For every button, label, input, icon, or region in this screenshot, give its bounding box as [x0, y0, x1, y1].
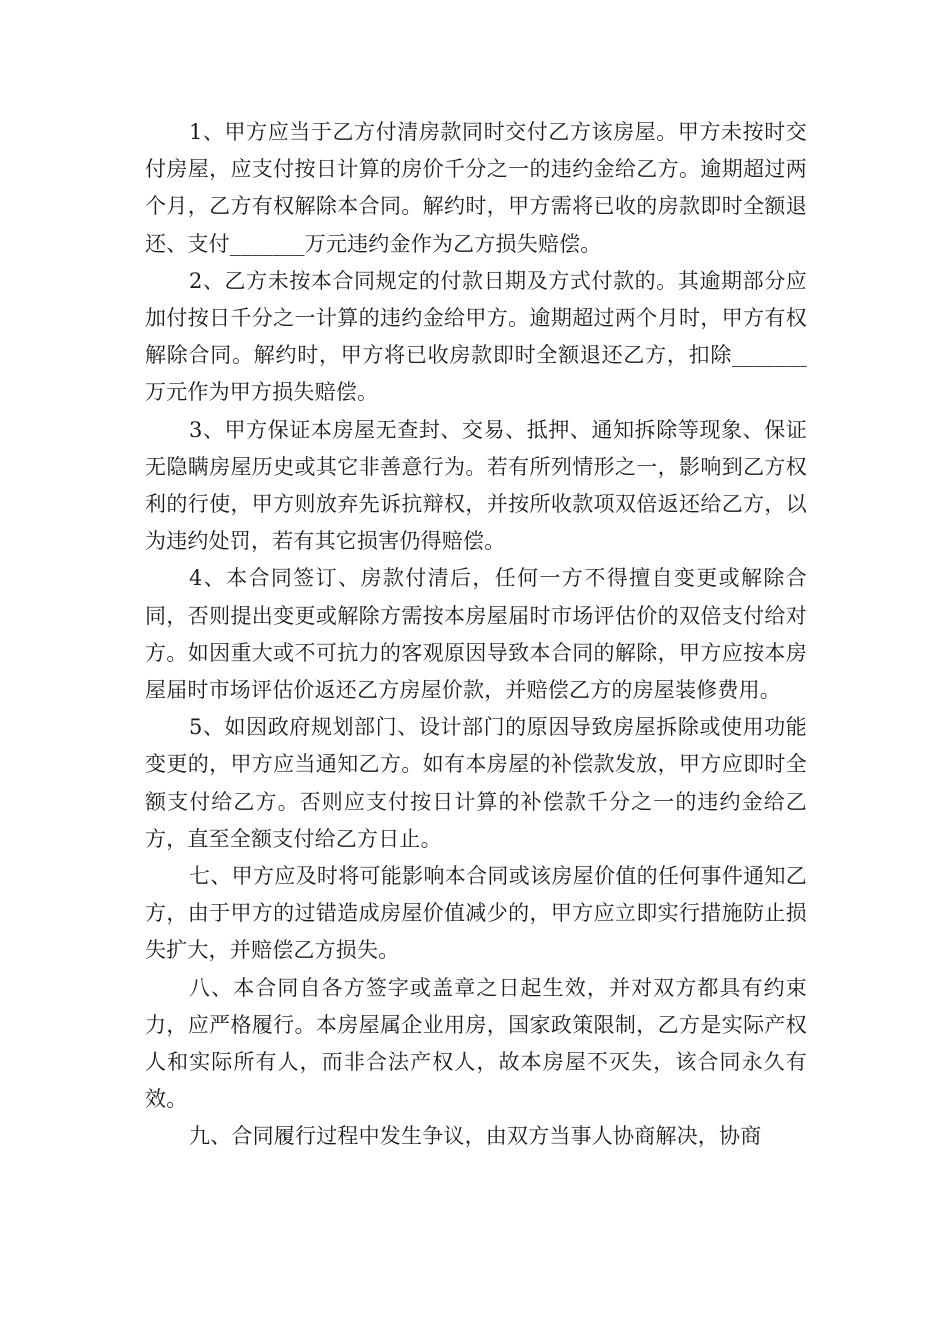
clause-paragraph: 九、合同履行过程中发生争议，由双方当事人协商解决，协商 — [189, 1124, 762, 1149]
document-body — [145, 114, 807, 1156]
clause-paragraph: 3、甲方保证本房屋无查封、交易、抵押、通知拆除等现象、保证无隐瞒房屋历史或其它非善意行为。若有所列情形之一，影响到乙方权利的行使，甲方则放弃先诉抗辩权，并按所收款项双倍返还给乙方，以为违约处罚，若有其它损害仍得赔偿。 — [145, 417, 807, 554]
clause-paragraph: 1、甲方应当于乙方付清房款同时交付乙方该房屋。甲方未按时交付房屋，应支付按日计算的房价千分之一的违约金给乙方。逾期超过两个月，乙方有权解除本合同。解约时，甲方需将已收的房款即时全额退还、支付_______万元违约金作为乙方损失赔偿。 — [145, 120, 807, 256]
clause-paragraph: 八、本合同自各方签字或盖章之日起生效，并对双方都具有约束力，应严格履行。本房屋属企业用房，国家政策限制，乙方是实际产权人和实际所有人，而非合法产权人，故本房屋不灭失，该合同永久有效。 — [145, 975, 807, 1112]
clause-paragraph: 4、本合同签订、房款付清后，任何一方不得擅自变更或解除合同，否则提出变更或解除方需按本房屋届时市场评估价的双倍支付给对方。如因重大或不可抗力的客观原因导致本合同的解除，甲方应按本房屋届时市场评估价返还乙方房屋价款，并赔偿乙方的房屋装修费用。 — [145, 566, 807, 703]
clause-paragraph: 2、乙方未按本合同规定的付款日期及方式付款的。其逾期部分应加付按日千分之一计算的违约金给甲方。逾期超过两个月时，甲方有权解除合同。解约时，甲方将已收房款即时全额退还乙方，扣除_______万元作为甲方损失赔偿。 — [145, 268, 807, 405]
clause-paragraph: 七、甲方应及时将可能影响本合同或该房屋价值的任何事件通知乙方，由于甲方的过错造成房屋价值减少的，甲方应立即实行措施防止损失扩大，并赔偿乙方损失。 — [145, 864, 807, 963]
clause-paragraph: 5、如因政府规划部门、设计部门的原因导致房屋拆除或使用功能变更的，甲方应当通知乙方。如有本房屋的补偿款发放，甲方应即时全额支付给乙方。否则应支付按日计算的补偿款千分之一的违约金给乙方，直至全额支付给乙方日止。 — [145, 715, 807, 851]
